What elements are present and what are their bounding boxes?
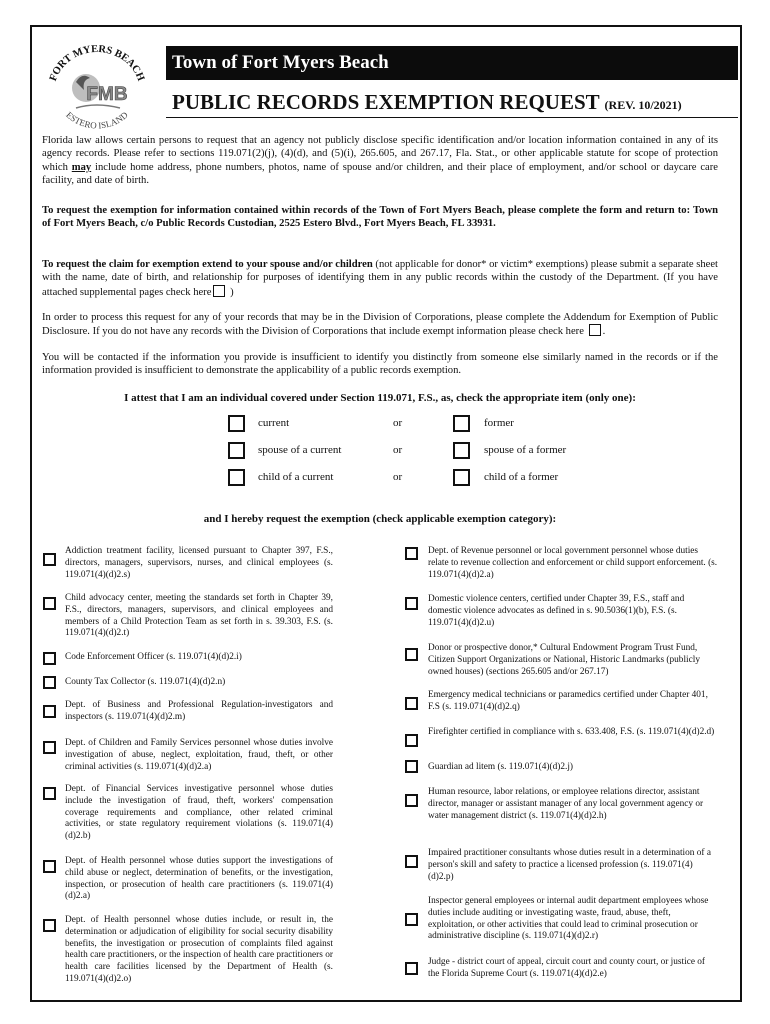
exemption-checkbox[interactable] (405, 648, 418, 661)
exemption-checkbox[interactable] (43, 597, 56, 610)
corporations-text: In order to process this request for any of your records that may be in the Division of Corporations, please complete the Addendum for Exemption of Public Disclosure. If you do not have any records with the Division of Corporations that include exempt information please check here (42, 312, 718, 338)
town-seal-logo (36, 32, 158, 136)
spouse-current-checkbox[interactable] (228, 442, 245, 459)
emphasis-may: may (71, 161, 92, 173)
exemption-emt: Emergency medical technicians or paramedics certified under Chapter 401, F.S (s. 119.071(4)(d)2.q) (428, 690, 708, 712)
exemption-checkbox[interactable] (405, 597, 418, 610)
logo-ring-bottom: ESTERO ISLAND (64, 109, 130, 131)
contact-notice: You will be contacted if the information you provide is insufficient to identify you distinctly from someone else similarly named in the records or if the information provided is insufficient to demonstrate the applicability of a public records exemption. (42, 352, 718, 377)
or-label: or (393, 444, 403, 456)
exemption-checkbox[interactable] (43, 676, 56, 689)
role-spouse-former: spouse of a former (484, 444, 567, 456)
town-name-banner: Town of Fort Myers Beach (166, 46, 738, 80)
spouse-former-checkbox[interactable] (453, 442, 470, 459)
role-current: current (258, 417, 290, 429)
exemption-code-enforcement: Code Enforcement Officer (s. 119.071(4)(d)2.i) (65, 652, 242, 662)
exemption-checkbox[interactable] (405, 547, 418, 560)
family-extension-paragraph (42, 258, 718, 299)
form-revision: (REV. 10/2021) (604, 98, 682, 112)
family-extension-lead: To request the claim for exemption extend to your spouse and/or children (42, 259, 373, 270)
exemption-doh-investigations: Dept. of Health personnel whose duties support the investigations of child abuse or neglect, determination of benefits, or the investigation, inspection, or prosecution of health care practitioners (s. 119.071(4)(d)2.a) (65, 856, 333, 902)
intro-paragraph-1 (42, 134, 718, 188)
exemption-checkbox[interactable] (405, 913, 418, 926)
role-child-current: child of a current (258, 471, 334, 483)
exemption-checkbox[interactable] (43, 652, 56, 665)
logo-ring-top: FORT MYERS BEACH (47, 43, 147, 83)
form-title (166, 86, 738, 118)
exemption-firefighter: Firefighter certified in compliance with s. 633.408, F.S. (s. 119.071(4)(d)2.d) (428, 727, 715, 737)
current-checkbox[interactable] (228, 415, 245, 432)
return-instructions: To request the exemption for information contained within records of the Town of Fort Myers Beach, please complete the form and return to: Town of Fort Myers Beach, c/o Public Records Custodian, 2525 Estero Blvd., Fort Myers Beach, FL 33931. (42, 205, 718, 230)
exemption-addiction-treatment: Addiction treatment facility, licensed pursuant to Chapter 397, F.S., directors, managers, supervisors, nurses, and clinical employees (s. 119.071(4)(d)2.s) (65, 546, 333, 580)
or-label: or (393, 471, 403, 483)
svg-text:FORT MYERS BEACH (48, 44, 146, 83)
exemption-dbpr: Dept. of Business and Professional Regulation-investigators and inspectors (s. 119.071(4)(d)2.m) (65, 700, 333, 722)
exemption-impaired-practitioner: Impaired practitioner consultants whose duties result in a determination of a person's skill and safety to practice a licensed profession (s. 119.071(4)(d)2.p) (428, 848, 711, 882)
exemption-checkbox[interactable] (405, 794, 418, 807)
exemption-checkbox[interactable] (43, 919, 56, 932)
svg-text:ESTERO ISLAND (64, 109, 130, 130)
family-extension-text: (not applicable for donor* or victim* exemptions) please submit a separate sheet with the name, date of birth, and relationship for purposes of identifying them in any public records within the custody of the Department. (If you have attached supplemental pages check here (42, 259, 718, 298)
role-child-former: child of a former (484, 471, 559, 483)
role-spouse-current: spouse of a current (258, 444, 342, 456)
exemption-judge: Judge - district court of appeal, circuit court and county court, or justice of the Florida Supreme Court (s. 119.071(4)(d)2.e) (428, 957, 706, 979)
exemption-donor: Donor or prospective donor,* Cultural Endowment Program Trust Fund, Citizen Support Organizations or National, Historic Landmarks (publicly owned houses) (sections 265.605 and/or 267.17) (428, 643, 700, 677)
exemption-child-advocacy: Child advocacy center, meeting the standards set forth in Chapter 39, F.S., directors, managers, supervisors, and clinical employees and members of a Child Protection Team as set forth in s. 39.303, F.S. (s. 119.071(4)(d)2.t) (65, 593, 333, 639)
form-title-text: PUBLIC RECORDS EXEMPTION REQUEST (172, 90, 600, 114)
supplemental-pages-checkbox[interactable] (213, 285, 225, 297)
intro-text-cont: include home address, phone numbers, photos, name of spouse and/or children, and their place of employment, and/or school or daycare care facility, and date of birth. (42, 161, 718, 187)
exemption-heading: and I hereby request the exemption (check applicable exemption category): (203, 513, 557, 525)
child-current-checkbox[interactable] (228, 469, 245, 486)
exemption-checkbox[interactable] (43, 741, 56, 754)
exemption-checkbox[interactable] (43, 860, 56, 873)
corporations-paragraph (42, 311, 718, 339)
exemption-checkbox[interactable] (405, 760, 418, 773)
exemption-checkbox[interactable] (43, 705, 56, 718)
family-extension-end: ) (227, 286, 234, 298)
exemption-checkbox[interactable] (43, 787, 56, 800)
role-former: former (484, 417, 514, 429)
attest-heading: I attest that I am an individual covered under Section 119.071, F.S., as, check the appropriate item (only one): (124, 392, 636, 404)
former-checkbox[interactable] (453, 415, 470, 432)
child-former-checkbox[interactable] (453, 469, 470, 486)
exemption-guardian-ad-litem: Guardian ad litem (s. 119.071(4)(d)2.j) (428, 762, 574, 772)
exemption-dfs: Dept. of Financial Services investigative personnel whose duties include the investigation of fraud, theft, workers' compensation coverage requirements and compliance, other related criminal activities, or state regulatory requirement violations (s. 119.071(4)(d)2.b) (65, 784, 333, 842)
logo-monogram: FMB (86, 84, 128, 105)
exemption-dept-revenue: Dept. of Revenue personnel or local government personnel whose duties relate to revenue collection and enforcement or child support enforcement. (s. 119.071(4)(d)2.a) (428, 546, 718, 580)
or-label: or (393, 417, 403, 429)
exemption-county-tax-collector: County Tax Collector (s. 119.071(4)(d)2.n) (65, 677, 226, 687)
exemption-checkbox[interactable] (43, 553, 56, 566)
intro-text: Florida law allows certain persons to request that an agency not publicly disclose specific identification and/or location information contained in any of its agency records. Please refer to sections 119.071(2)(j), (4)(d), and (5)(i), 265.605, and 267.17, Fla. Stat., or other applicable statute for scope of protection which (42, 135, 718, 173)
exemption-dcf: Dept. of Children and Family Services personnel whose duties involve investigation of abuse, neglect, exploitation, fraud, theft, or other criminal activities (s. 119.071(4)(d)2.a) (65, 738, 333, 772)
exemption-doh-eligibility: Dept. of Health personnel whose duties include, or result in, the determination or adjudication of eligibility for social security disability benefits, the investigation or prosecution of complaints filed against health care practitioners, or the inspection of health care practitioners or health care facilities licensed by the Department of Health (s. 119.071(4)(d)2.o) (65, 915, 333, 984)
corporations-end: . (602, 326, 606, 338)
exemption-human-resources: Human resource, labor relations, or employee relations director, assistant director, manager or assistant manager of any local government agency or water management district (s. 119.071(4)(d)2.h) (428, 787, 704, 821)
no-corporation-records-checkbox[interactable] (589, 324, 601, 336)
exemption-checkbox[interactable] (405, 855, 418, 868)
exemption-checkbox[interactable] (405, 734, 418, 747)
exemption-checkbox[interactable] (405, 697, 418, 710)
exemption-inspector-general: Inspector general employees or internal audit department employees whose duties include auditing or investigating waste, fraud, abuse, theft, exploitation, or other activities that could lead to criminal prosecution or administrative discipline (s. 119.071(4)(d)2.r) (428, 896, 709, 942)
exemption-domestic-violence: Domestic violence centers, certified under Chapter 39, F.S., staff and domestic violence advocates as defined in s. 90.5036(1)(b), F.S. (s. 119.071(4)(d)2.u) (428, 594, 685, 628)
exemption-checkbox[interactable] (405, 962, 418, 975)
